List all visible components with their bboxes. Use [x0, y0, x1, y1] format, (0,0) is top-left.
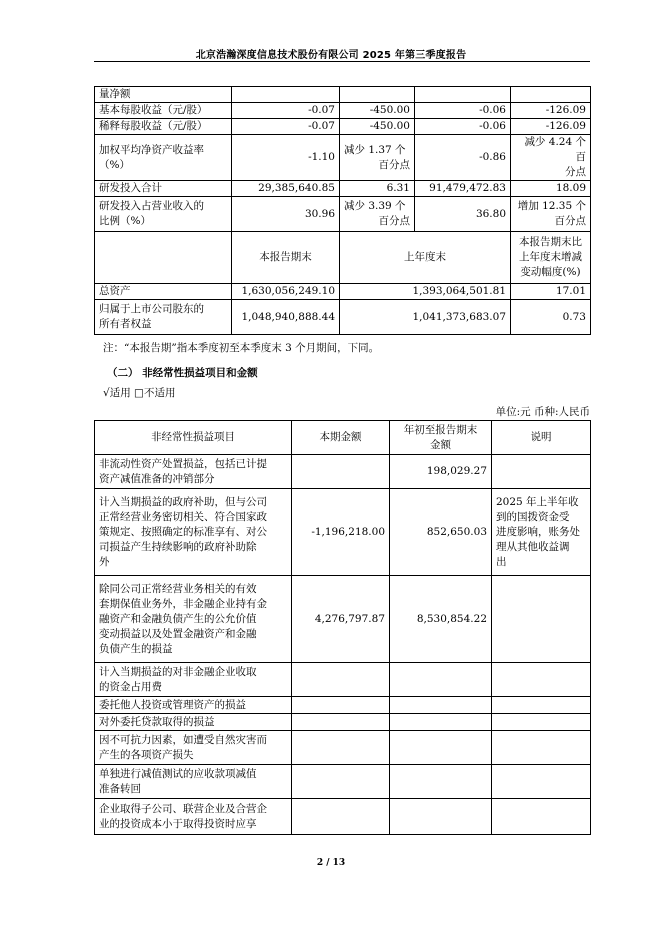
item-label: 企业取得子公司、联营企业及合营企 业的投资成本小于取得投资时应享	[95, 799, 292, 835]
section-title: （二） 非经常性损益项目和金额	[107, 367, 258, 379]
row-label: 加权平均净资产收益率 （%）	[95, 135, 232, 181]
ytd-amount	[390, 714, 492, 731]
cell-value: 0.73	[511, 300, 591, 335]
cell-value: 1,630,056,249.10	[232, 284, 340, 300]
remark	[492, 663, 591, 697]
cell-value: 17.01	[511, 284, 591, 300]
table-row	[95, 284, 591, 300]
header-current: 本期金额	[292, 421, 390, 455]
ytd-amount	[390, 799, 492, 835]
row-label: 基本每股收益（元/股）	[95, 103, 232, 119]
cell-value: -126.09	[511, 119, 591, 135]
table-row	[95, 181, 591, 197]
remark: 2025 年上半年收 到的国拨资金受 进度影响，账务处 理从其他收益调 出	[492, 489, 591, 576]
current-amount	[292, 799, 390, 835]
table-note: 注：“本报告期”指本季度初至本季度末 3 个月期间，下同。	[103, 342, 380, 354]
current-amount	[292, 697, 390, 714]
subheader-current-period-end: 本报告期末	[232, 232, 340, 284]
item-label: 非流动性资产处置损益，包括已计提 资产减值准备的冲销部分	[95, 455, 292, 489]
item-label: 对外委托贷款取得的损益	[95, 714, 292, 731]
item-label: 单独进行减值测试的应收款项减值 准备转回	[95, 765, 292, 799]
row-label: 量净额	[95, 87, 232, 103]
header-ytd: 年初至报告期末 金额	[390, 421, 492, 455]
ytd-amount	[390, 697, 492, 714]
cell-value: 29,385,640.85	[232, 181, 340, 197]
cell-value: 1,393,064,501.81	[340, 284, 511, 300]
cell-value: -1.10	[232, 135, 340, 181]
non-recurring-items-body	[95, 455, 591, 835]
cell-value: 91,479,472.83	[415, 181, 511, 197]
remark	[492, 455, 591, 489]
cell-value: 1,048,940,888.44	[232, 300, 340, 335]
remark	[492, 799, 591, 835]
header-rule	[94, 61, 590, 62]
row-label: 研发投入占营业收入的 比例（%）	[95, 197, 232, 232]
key-indicators-table	[94, 86, 591, 335]
table-row	[95, 765, 591, 799]
table-row	[95, 135, 591, 181]
item-label: 计入当期损益的政府补助，但与公司 正常经营业务密切相关、符合国家政 策规定、按照确定的标准享有、对公 司损益产生持续影响的政府补助除 外	[95, 489, 292, 576]
current-amount: 4,276,797.87	[292, 576, 390, 663]
remark	[492, 731, 591, 765]
cell-value: 减少 4.24 个百 分点	[511, 135, 591, 181]
cell-value: 36.80	[415, 197, 511, 232]
report-header: 北京浩瀚深度信息技术股份有限公司 2025 年第三季度报告	[195, 50, 467, 61]
row-label: 稀释每股收益（元/股）	[95, 119, 232, 135]
cell-value: 18.09	[511, 181, 591, 197]
cell-value: -0.86	[415, 135, 511, 181]
subheader-prior-year-end: 上年度末	[340, 232, 511, 284]
cell-value: 30.96	[232, 197, 340, 232]
cell-value: -0.07	[232, 119, 340, 135]
current-amount	[292, 663, 390, 697]
table-row	[95, 714, 591, 731]
cell-value: -0.07	[232, 103, 340, 119]
cell-value: 1,041,373,683.07	[340, 300, 511, 335]
table-row	[95, 455, 591, 489]
cell-value: -450.00	[340, 119, 415, 135]
table-row	[95, 119, 591, 135]
table-row	[95, 300, 591, 335]
table-row	[95, 489, 591, 576]
current-amount	[292, 455, 390, 489]
non-recurring-items-table	[94, 420, 591, 835]
current-amount	[292, 714, 390, 731]
ytd-amount: 852,650.03	[390, 489, 492, 576]
cell-value: -0.06	[415, 103, 511, 119]
item-label: 除同公司正常经营业务相关的有效 套期保值业务外，非金融企业持有金 融资产和金融负债产生的公允价值 变动损益以及处置金融资产和金融 负债产生的损益	[95, 576, 292, 663]
current-amount	[292, 731, 390, 765]
table-row	[95, 87, 591, 103]
row-label: 总资产	[95, 284, 232, 300]
table-row	[95, 103, 591, 119]
table-row	[95, 197, 591, 232]
cell-value: 增加 12.35 个 百分点	[511, 197, 591, 232]
current-amount: -1,196,218.00	[292, 489, 390, 576]
applicability-options: √适用 □不适用	[103, 387, 176, 399]
header-item: 非经常性损益项目	[95, 421, 292, 455]
table-row	[95, 576, 591, 663]
table-row	[95, 697, 591, 714]
ytd-amount	[390, 663, 492, 697]
remark	[492, 697, 591, 714]
ytd-amount: 198,029.27	[390, 455, 492, 489]
cell-value: -126.09	[511, 103, 591, 119]
current-amount	[292, 765, 390, 799]
table-header-row	[95, 421, 591, 455]
cell-value: -0.06	[415, 119, 511, 135]
ytd-amount: 8,530,854.22	[390, 576, 492, 663]
remark	[492, 765, 591, 799]
table-row	[95, 799, 591, 835]
cell-value: -450.00	[340, 103, 415, 119]
subheader-change-pct: 本报告期末比 上年度末增减 变动幅度(%)	[511, 232, 591, 284]
unit-currency-line: 单位:元 币种:人民币	[495, 406, 590, 418]
remark	[492, 714, 591, 731]
header-remark: 说明	[492, 421, 591, 455]
item-label: 委托他人投资或管理资产的损益	[95, 697, 292, 714]
page-number: 2 / 13	[316, 858, 346, 868]
cell-value: 6.31	[340, 181, 415, 197]
ytd-amount	[390, 731, 492, 765]
item-label: 计入当期损益的对非金融企业收取 的资金占用费	[95, 663, 292, 697]
table-row	[95, 663, 591, 697]
table-row	[95, 731, 591, 765]
item-label: 因不可抗力因素，如遭受自然灾害而 产生的各项资产损失	[95, 731, 292, 765]
ytd-amount	[390, 765, 492, 799]
row-label: 研发投入合计	[95, 181, 232, 197]
cell-value: 减少 3.39 个 百分点	[340, 197, 415, 232]
cell-value: 减少 1.37 个 百分点	[340, 135, 415, 181]
table-subheader-row	[95, 232, 591, 284]
row-label: 归属于上市公司股东的 所有者权益	[95, 300, 232, 335]
remark	[492, 576, 591, 663]
